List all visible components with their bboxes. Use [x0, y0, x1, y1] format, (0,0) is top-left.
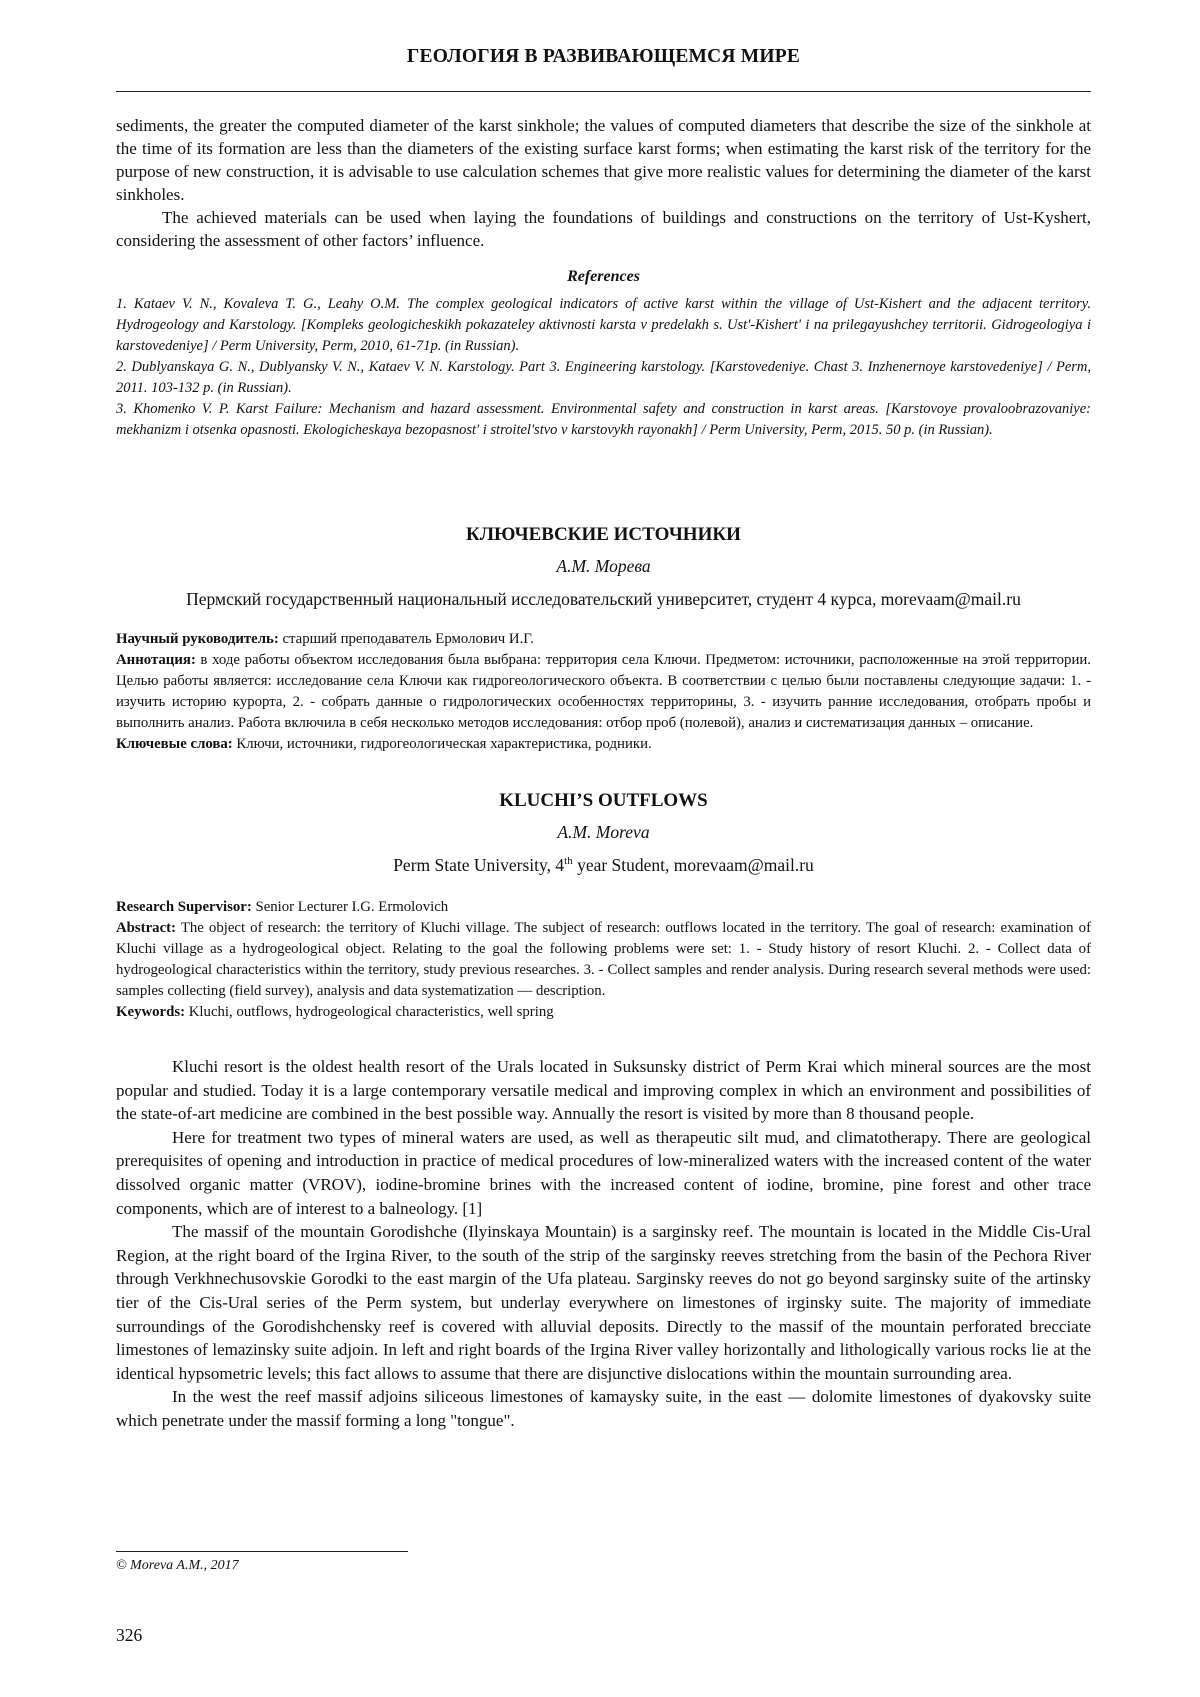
page-number: 326 — [116, 1625, 143, 1645]
intro-section — [116, 114, 1091, 252]
en-supervisor — [116, 897, 1091, 918]
en-meta — [116, 897, 1091, 1023]
references-section — [116, 268, 1091, 441]
ru-supervisor-text: старший преподаватель Ермолович И.Г. — [278, 631, 534, 647]
ru-abstract-label: Аннотация: — [116, 652, 196, 668]
en-affiliation — [116, 855, 1091, 876]
body-section — [116, 1055, 1091, 1433]
footnote-rule — [116, 1551, 408, 1552]
footnote: © Moreva A.M., 2017 — [116, 1558, 239, 1573]
en-keywords-text: Kluchi, outflows, hydrogeological characteristics, well spring — [185, 1004, 554, 1020]
en-keywords-label: Keywords: — [116, 1004, 186, 1020]
reference-item: 2. Dublyanskaya G. N., Dublyansky V. N., Kataev V. N. Karstology. Part 3. Engineering karstology. [Karstovedeniye. Chast 3. Inzhenernoye karstovedeniye] / Perm, 2011. 103-132 p. (in Russian). — [116, 359, 1091, 396]
en-title: KLUCHI’S OUTFLOWS — [499, 790, 708, 811]
ru-affiliation: Пермский государственный национальный исследовательский университет, студент 4 курса, morevaam@mail.ru — [186, 589, 1021, 609]
ru-keywords — [116, 734, 1091, 755]
intro-paragraph-2: The achieved materials can be used when laying the foundations of buildings and constructions on the territory of Ust-Kyshert, considering the assessment of other factors’ influence. — [116, 208, 1091, 250]
body-paragraph: Kluchi resort is the oldest health resort of the Urals located in Suksunsky district of Perm Krai which mineral sources are the most popular and studied. Today it is a large contemporary versatile medical and improving complex in which an environment and possibilities of the state-of-art medicine are combined in the best possible way. Annually the resort is visited by more than 8 thousand people. — [116, 1057, 1091, 1124]
ru-supervisor — [116, 629, 1091, 650]
en-keywords — [116, 1002, 1091, 1023]
ru-abstract — [116, 650, 1091, 734]
ru-header — [116, 524, 1091, 610]
ru-title: КЛЮЧЕВСКИЕ ИСТОЧНИКИ — [466, 524, 741, 545]
ru-author: А.М. Морева — [556, 556, 651, 576]
en-affiliation-pre: Perm State University, 4 — [393, 855, 565, 875]
intro-paragraph: sediments, the greater the computed diameter of the karst sinkhole; the values of computed diameters that describe the size of the sinkhole at the time of its formation are less than the diameters of the existing surface karst forms; when estimating the karst risk of the territory for the purpose of new construction, it is advisable to use calculation schemes that give more realistic values for determining the diameter of the karst sinkholes. — [116, 116, 1091, 204]
body-paragraph: In the west the reef massif adjoins siliceous limestones of kamaysky suite, in the east — dolomite limestones of dyakovsky suite which penetrate under the massif forming a long "tongue". — [116, 1387, 1091, 1430]
en-author: A.M. Moreva — [557, 822, 650, 842]
reference-item: 1. Kataev V. N., Kovaleva T. G., Leahy O.M. The complex geological indicators of active karst within the village of Ust-Kishert and the adjacent territory. Hydrogeology and Karstology. [Kompleks geologicheskikh pokazateley aktivnosti karsta v predelakh s. Ust'-Kishert' i na prilegayushchey territorii. Gidrogeologiya i karstovedeniye] / Perm University, Perm, 2010, 61-71p. (in Russian). — [116, 296, 1091, 354]
body-paragraph: Here for treatment two types of mineral waters are used, as well as therapeutic silt mud, and climatotherapy. There are geological prerequisites of opening and introduction in practice of medical procedures of low-mineralized waters with the increased content of the water dissolved organic matter (VROV), iodine-bromine brines with the increased content of iodine, bromine, pine forest and other trace components, which are of interest to a balneology. [1] — [116, 1127, 1091, 1218]
ru-keywords-text: Ключи, источники, гидрогеологическая характеристика, родники. — [232, 736, 652, 752]
references-heading: References — [567, 268, 640, 285]
en-abstract — [116, 918, 1091, 1002]
ru-supervisor-label: Научный руководитель: — [116, 631, 279, 647]
en-supervisor-label: Research Supervisor: — [116, 899, 252, 915]
en-affiliation-post: year Student, morevaam@mail.ru — [572, 855, 814, 875]
reference-item: 3. Khomenko V. P. Karst Failure: Mechanism and hazard assessment. Environmental safety and construction in karst areas. [Karstovoye provaloobrazovaniye: mekhanizm i otsenka opasnosti. Ekologicheskaya bezopasnost' i stroitel'stvo v karstovykh rayonakh] / Perm University, Perm, 2015. 50 p. (in Russian). — [116, 401, 1091, 438]
body-paragraph: The massif of the mountain Gorodishche (Ilyinskaya Mountain) is a sarginsky reef. The mountain is located in the Middle Cis-Ural Region, at the right board of the Irgina River, to the south of the strip of the sarginsky reeves stretching from the basin of the Pechora River through Verkhnechusovskie Gorodki to the east margin of the Ufa plateau. Sarginsky reeves do not go beyond sarginsky suite of the artinsky tier of the Cis-Ural series of the Perm system, but underlay everywhere on limestones of irginsky suite. The majority of immediate surroundings of the Gorodishchensky reef is covered with alluvial deposits. Directly to the massif of the mountain perforated brecciate limestones of lemazinsky suite adjoin. In left and right boards of the Irgina River valley horizontally and lithologically various rocks lie at the identical hypsometric levels; this fact allows to assume that there are disjunctive dislocations within the mountain surrounding area. — [116, 1222, 1091, 1383]
ru-abstract-text: в ходе работы объектом исследования была выбрана: территория села Ключи. Предметом: источники, расположенные на этой территории. Целью работы является: исследование села Ключи как гидрогеологического объекта. В соответствии с целью были поставлены следующие задачи: 1. - изучить историю курорта, 2. - собрать данные о гидрологических особенностях территорины, 3. - изучить ранние исследования, отобрать пробы и выполнить анализ. Работа включила в себя несколько методов исследования: отбор проб (полевой), анализ и систематизация данных – описание. — [116, 652, 1091, 731]
en-abstract-text: The object of research: the territory of Kluchi village. The subject of research: outflows located in the territory. The goal of research: examination of Kluchi village as a hydrogeological object. Relating to the goal the following problems were set: 1. - Study history of resort Kluchi. 2. - Collect data of hydrogeological characteristics within the territory, study previous researches. 3. - Collect samples and render analysis. During research several methods were used: samples collecting (field survey), analysis and data systematization — description. — [116, 920, 1091, 999]
en-supervisor-text: Senior Lecturer I.G. Ermolovich — [251, 899, 449, 915]
ru-meta — [116, 629, 1091, 755]
en-abstract-label: Abstract: — [116, 920, 176, 936]
header-rule — [116, 91, 1091, 92]
running-header: ГЕОЛОГИЯ В РАЗВИВАЮЩЕМСЯ МИРЕ — [406, 46, 801, 67]
en-header — [116, 790, 1091, 876]
en-affiliation-sup: th — [564, 855, 573, 868]
ru-keywords-label: Ключевые слова: — [116, 736, 233, 752]
